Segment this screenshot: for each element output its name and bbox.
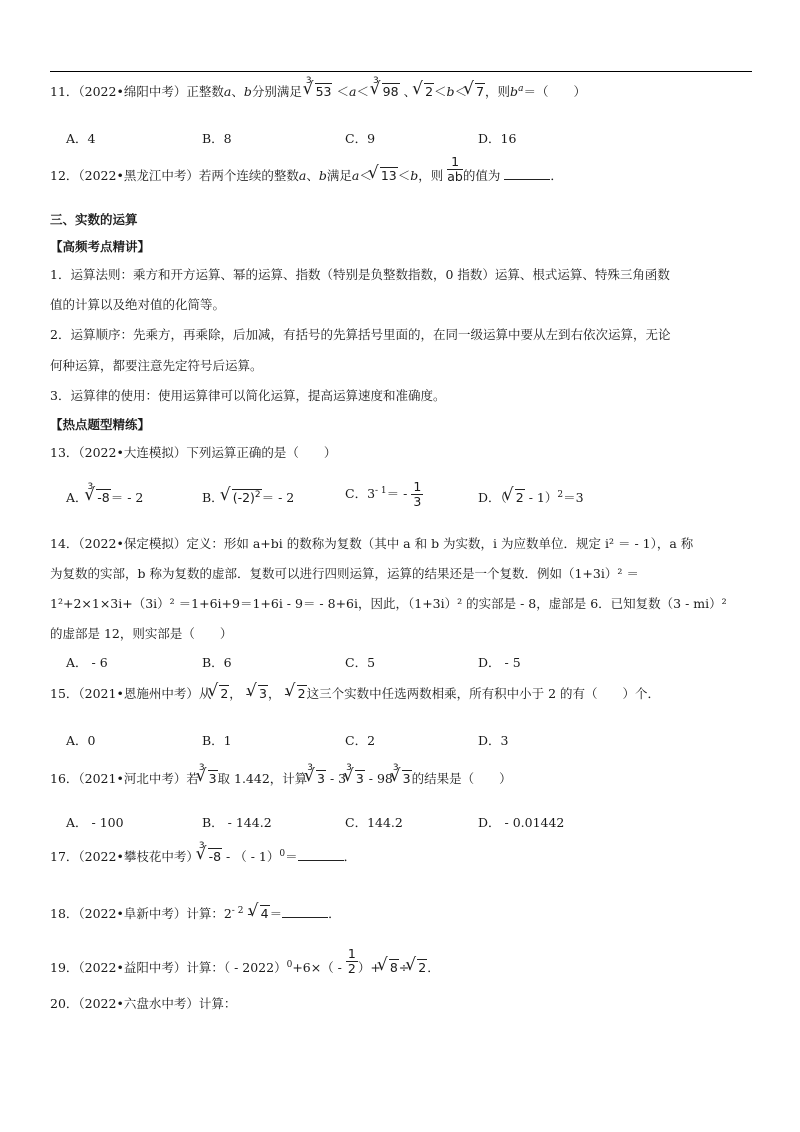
q14-option-d[interactable]: D． - 5 (478, 655, 521, 670)
q13-option-c[interactable]: C．$3^{- 1}=$ - $\frac{1}{3}$ (345, 479, 422, 509)
question-15: 15．（2021•恩施州中考）从√ 2， -√ 3， -√ 2这三个实数中任选两数相乘，所有积中小于 2 的有（ ）个． (50, 684, 660, 702)
q11-option-a[interactable]: A．4 (66, 131, 96, 146)
q11-option-d[interactable]: D．16 (478, 131, 517, 146)
answer-blank[interactable] (298, 848, 344, 861)
q15-option-a[interactable]: A．0 (66, 733, 96, 748)
paragraph-1-line-2: 值的计算以及绝对值的化简等。 (50, 297, 226, 312)
question-20: 20．（2022•六盘水中考）计算： (50, 996, 237, 1011)
question-14-line-4: 的虚部是 12，则实部是（ ） (50, 626, 233, 641)
question-14-line-3: 1²+2×1×3i+（3i）² ＝1+6i+9＝1+6i - 9＝ - 8+6i，因此，（1+3i）² 的实部是 - 8，虚部是 6．已知复数（3 - mi）² (50, 596, 727, 611)
q14-option-c[interactable]: C．5 (345, 655, 376, 670)
question-14-line-2: 为复数的实部，b 称为复数的虚部．复数可以进行四则运算，运算的结果还是一个复数．例如（1+3i）² ＝ (50, 566, 639, 581)
question-16: 16．（2021•河北中考）若$^3$√ 3取 1.442，计算$^3$√ $3 - 3^3√$ $3 - 98^3√$ 3的结果是（ ） (50, 769, 512, 787)
question-17: 17．（2022•攀枝花中考）$^3$√ -8 - （ - 1）$^0$＝ ． (50, 847, 356, 865)
q14-option-b[interactable]: B．6 (202, 655, 232, 670)
paragraph-3: 3．运算律的使用：使用运算律可以简化运算，提高运算速度和准确度。 (50, 388, 446, 403)
question-14-line-1: 14．（2022•保定模拟）定义：形如 a+bi 的数称为复数（其中 a 和 b 为实数，i 为应数单位．规定 i² ＝ - 1），a 称 (50, 536, 694, 551)
section-title: 三、实数的运算 (50, 212, 138, 227)
cube-root-53: √ 53 (307, 83, 333, 99)
q16-option-a[interactable]: A． - 100 (66, 815, 124, 830)
q15-option-d[interactable]: D．3 (478, 733, 509, 748)
question-13: 13．（2022•大连模拟）下列运算正确的是（ ） (50, 445, 337, 460)
question-18: 18．（2022•阜新中考）计算：$2^{- 2}$ -√ 4＝ ． (50, 904, 341, 922)
q16-option-b[interactable]: B． - 144.2 (202, 815, 272, 830)
answer-blank[interactable] (282, 905, 328, 918)
heading-key-points: 【高频考点精讲】 (50, 239, 151, 254)
sqrt-2: √ 2 (416, 83, 434, 99)
answer-blank[interactable] (504, 167, 550, 180)
q15-option-b[interactable]: B．1 (202, 733, 232, 748)
fraction-1-over-ab: $\frac{1}{ab}$ (447, 154, 463, 184)
q13-option-d[interactable]: D．（√ 2 - 1）$^2$＝3 (478, 488, 584, 506)
q14-option-a[interactable]: A． - 6 (66, 655, 108, 670)
sqrt-13: √ 13 (372, 167, 398, 183)
paragraph-1-line-1: 1．运算法则：乘方和开方运算、幂的运算、指数（特别是负整数指数，0 指数）运算、根式运算、特殊三角函数 (50, 267, 670, 282)
q11-option-b[interactable]: B．8 (202, 131, 232, 146)
question-11: 11．（2022•绵阳中考）正整数a、b分别满足 $^3$√ 53 ＜a＜ $^3$√ 98 、√ 2＜b＜√ 7，则$b^a=$（ ） (50, 82, 586, 100)
top-rule (50, 71, 752, 72)
cube-root-98: √ 98 (374, 83, 400, 99)
q13-option-b[interactable]: B．√ $(-2)^2= - 2$ (202, 488, 294, 506)
q16-option-d[interactable]: D． - 0.01442 (478, 815, 565, 830)
question-12: 12．（2022•黑龙江中考）若两个连续的整数a、b满足a＜√ 13＜b，则 $\frac{1}{ab}$ 的值为 ． (50, 166, 563, 184)
q11-option-c[interactable]: C．9 (345, 131, 376, 146)
heading-practice: 【热点题型精练】 (50, 417, 151, 432)
q13-option-a[interactable]: A．$^3$√ -8＝ - 2 (66, 488, 143, 506)
paragraph-2-line-1: 2．运算顺序：先乘方，再乘除，后加减，有括号的先算括号里面的，在同一级运算中要从左到右依次运算，无论 (50, 327, 671, 342)
sqrt-7: √ 7 (467, 83, 485, 99)
question-19: 19．（2022•益阳中考）计算：（ - 2022）$^0$+6×（ - $\frac{1}{2}$ ）+√ 8÷√ 2． (50, 958, 440, 976)
q15-option-c[interactable]: C．2 (345, 733, 376, 748)
q16-option-c[interactable]: C．144.2 (345, 815, 403, 830)
paragraph-2-line-2: 何种运算，都要注意先定符号后运算。 (50, 358, 263, 373)
